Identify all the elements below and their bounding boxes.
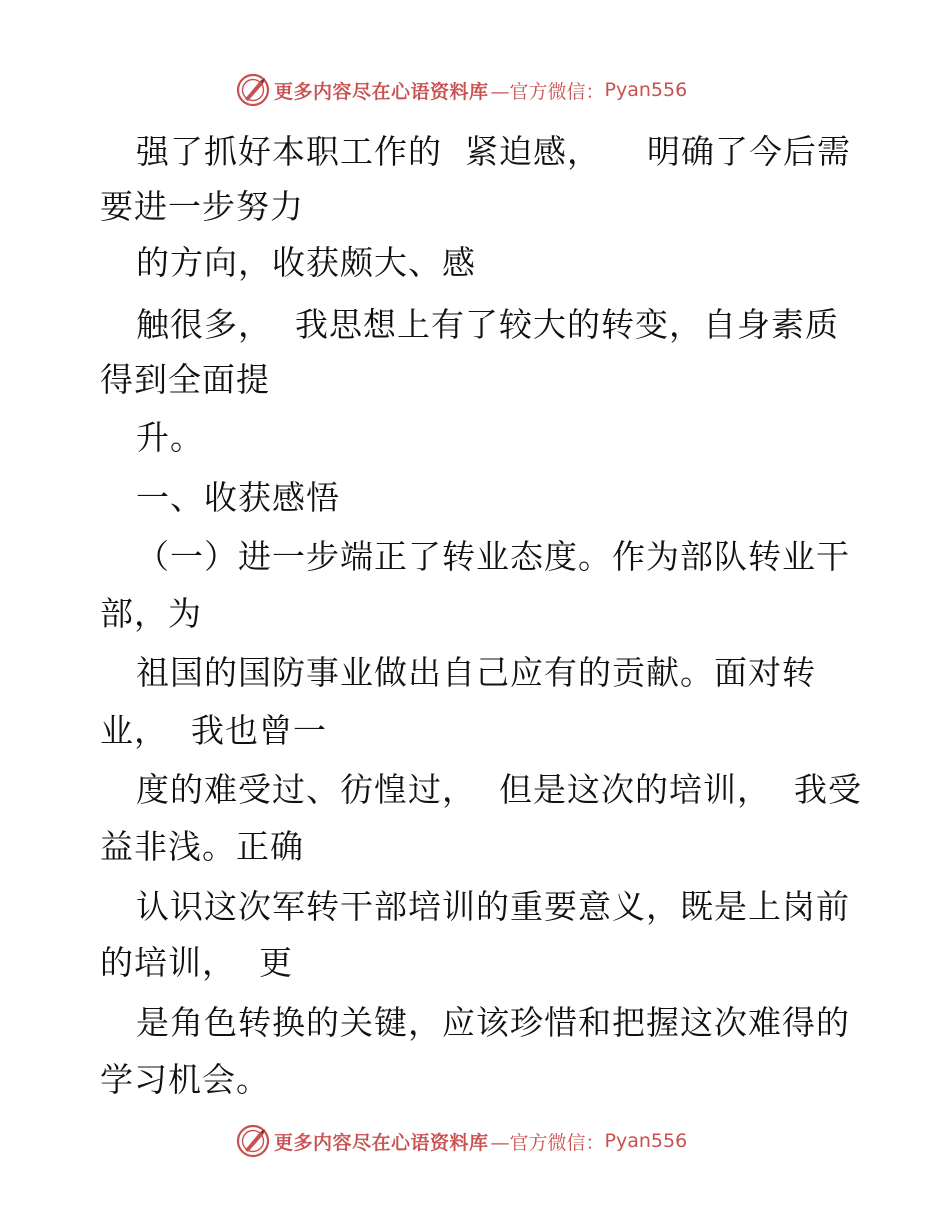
- paragraph-line: 认识这次军转干部培训的重要意义，既是上岗前: [136, 887, 850, 926]
- paragraph-line: 部，为: [100, 594, 202, 633]
- footer-watermark: [236, 1124, 687, 1158]
- paragraph-line: 学习机会。: [100, 1060, 270, 1099]
- paragraph-line: 是角色转换的关键，应该珍惜和把握这次难得的: [136, 1003, 850, 1042]
- watermark-wechat-id: Pyan556: [604, 1130, 688, 1152]
- paragraph-line: 业， 我也曾一: [100, 711, 327, 750]
- paragraph-line: （一）进一步端正了转业态度。作为部队转业干: [136, 537, 850, 576]
- paragraph-line: 要进一步努力: [100, 187, 304, 226]
- section-heading: 一、收获感悟: [136, 478, 340, 517]
- quill-logo-icon: [236, 1124, 270, 1158]
- watermark-separator: —官方微信：: [490, 1131, 605, 1154]
- paragraph-line: 度的难受过、彷惶过， 但是这次的培训， 我受: [136, 770, 862, 809]
- paragraph-line: 的方向，收获颇大、感: [136, 243, 476, 282]
- paragraph-line: 强了抓好本职工作的 紧迫感， 明确了今后需: [136, 132, 851, 171]
- paragraph-line: 祖国的国防事业做出自己应有的贡献。面对转: [136, 653, 816, 692]
- watermark-title: 更多内容尽在心语资料库: [274, 1131, 489, 1154]
- paragraph-line: 得到全面提: [100, 360, 270, 399]
- watermark-separator: —官方微信：: [490, 80, 605, 103]
- watermark-title: 更多内容尽在心语资料库: [274, 80, 489, 103]
- watermark-wechat-id: Pyan556: [604, 79, 688, 101]
- paragraph-line: 益非浅。正确: [100, 827, 304, 866]
- paragraph-line: 的培训， 更: [100, 943, 293, 982]
- paragraph-line: 升。: [136, 418, 204, 457]
- paragraph-line: 触很多， 我思想上有了较大的转变，自身素质: [136, 305, 839, 344]
